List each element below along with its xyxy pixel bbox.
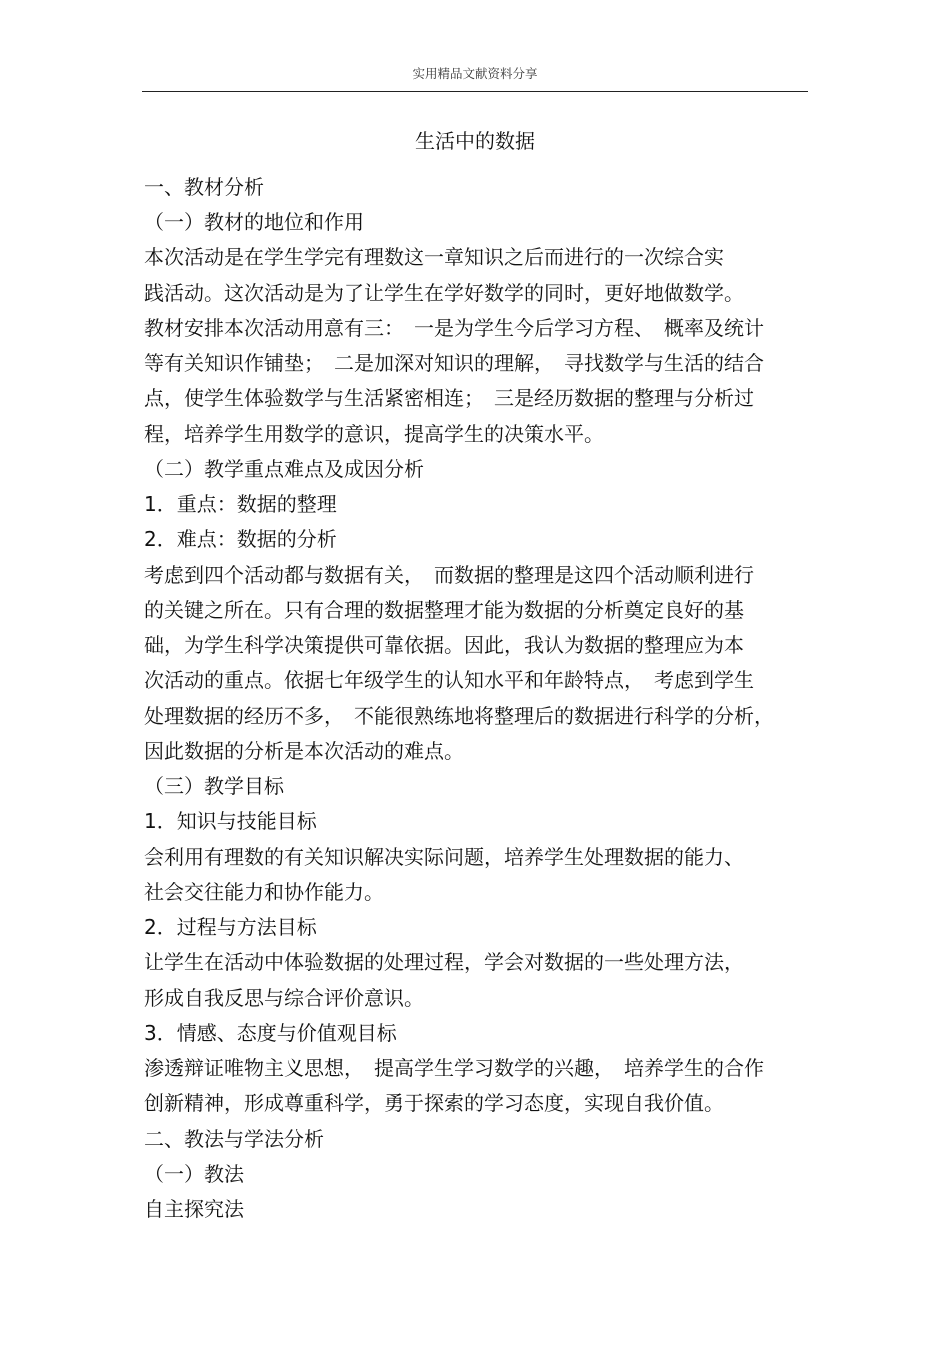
page-header-text: 实用精品文献资料分享 — [412, 66, 538, 81]
paragraph-line: 因此数据的分析是本次活动的难点。 — [144, 739, 464, 763]
paragraph-line: 程，培养学生用数学的意识，提高学生的决策水平。 — [144, 422, 604, 446]
list-item: 1．知识与技能目标 — [144, 809, 317, 833]
paragraph-line: 社会交往能力和协作能力。 — [144, 880, 384, 904]
subheading: （二）教学重点难点及成因分析 — [144, 457, 424, 481]
paragraph-line: 践活动。这次活动是为了让学生在学好数学的同时，更好地做数学。 — [144, 281, 744, 305]
paragraph-line: 次活动的重点。依据七年级学生的认知水平和年龄特点， 考虑到学生 — [144, 668, 754, 692]
paragraph-line: 会利用有理数的有关知识解决实际问题，培养学生处理数据的能力、 — [144, 845, 744, 869]
paragraph-line: 教材安排本次活动用意有三： 一是为学生今后学习方程、 概率及统计 — [144, 316, 764, 340]
heading-section-1: 一、教材分析 — [144, 175, 264, 199]
paragraph-line: 础，为学生科学决策提供可靠依据。因此，我认为数据的整理应为本 — [144, 633, 744, 657]
paragraph-line: 处理数据的经历不多， 不能很熟练地将整理后的数据进行科学的分析， — [144, 704, 774, 728]
paragraph-line: 创新精神，形成尊重科学，勇于探索的学习态度，实现自我价值。 — [144, 1091, 724, 1115]
header-rule — [142, 91, 808, 92]
paragraph-line: 考虑到四个活动都与数据有关， 而数据的整理是这四个活动顺利进行 — [144, 563, 754, 587]
subheading: （一）教法 — [144, 1162, 244, 1186]
paragraph-line: 等有关知识作铺垫； 二是加深对知识的理解， 寻找数学与生活的结合 — [144, 351, 764, 375]
paragraph-line: 点，使学生体验数学与生活紧密相连； 三是经历数据的整理与分析过 — [144, 386, 754, 410]
list-item: 1．重点：数据的整理 — [144, 492, 337, 516]
document-title: 生活中的数据 — [415, 129, 535, 153]
paragraph-line: 让学生在活动中体验数据的处理过程，学会对数据的一些处理方法， — [144, 950, 744, 974]
subheading: （一）教材的地位和作用 — [144, 210, 364, 234]
paragraph-line: 渗透辩证唯物主义思想， 提高学生学习数学的兴趣， 培养学生的合作 — [144, 1056, 764, 1080]
paragraph-line: 的关键之所在。只有合理的数据整理才能为数据的分析奠定良好的基 — [144, 598, 744, 622]
paragraph-line: 形成自我反思与综合评价意识。 — [144, 986, 424, 1010]
paragraph-line: 本次活动是在学生学完有理数这一章知识之后而进行的一次综合实 — [144, 245, 724, 269]
list-item: 3．情感、态度与价值观目标 — [144, 1021, 397, 1045]
paragraph-line: 自主探究法 — [144, 1197, 244, 1221]
subheading: （三）教学目标 — [144, 774, 284, 798]
list-item: 2．难点：数据的分析 — [144, 527, 337, 551]
heading-section-2: 二、教法与学法分析 — [144, 1127, 324, 1151]
list-item: 2．过程与方法目标 — [144, 915, 317, 939]
